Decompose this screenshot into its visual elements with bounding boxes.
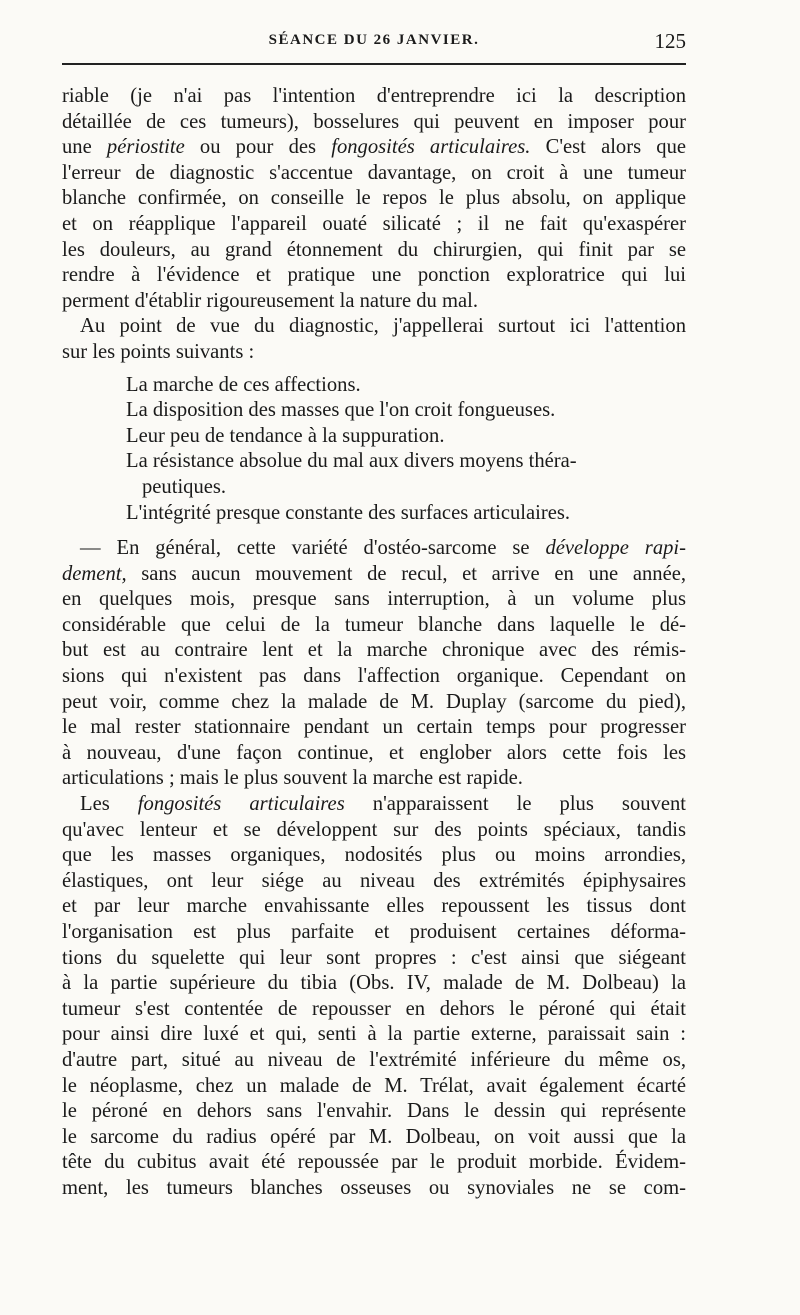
text-run: sans aucun mouvement de recul, et arrive en une année, [126,562,686,585]
text-line: Au point de vue du diagnostic, j'appellerai surtout ici l'attention [80,315,686,338]
text-run: Les [80,793,138,816]
text-line: considérable que celui de la tumeur blanche dans laquelle le dé- [62,613,686,636]
paragraph-gap [62,526,686,536]
text-line: d'autre part, situé au niveau de l'extrémité inférieure du même os, [62,1048,686,1071]
list-item-continuation: peutiques. [142,475,227,498]
text-line: à nouveau, d'une façon continue, et englober alors cette fois les [62,741,686,764]
list-item: La résistance absolue du mal aux divers moyens théra- [126,450,577,473]
text-line: les douleurs, au grand étonnement du chirurgien, qui finit par se [62,238,686,261]
text-line [62,792,686,818]
italic-term: développe rapi- [545,537,686,560]
text-line: le péroné en dehors sans l'envahir. Dans le dessin qui représente [62,1100,686,1123]
text-line: qu'avec lenteur et se développent sur des points spéciaux, tandis [62,818,686,841]
list-item: La marche de ces affections. [126,373,361,396]
text-line: articulations ; mais le plus souvent la marche est rapide. [62,767,523,790]
text-line: que les masses organiques, nodosités plus ou moins arrondies, [62,844,686,867]
italic-term: fongosités articulaires. [331,136,531,159]
text-run: — En général, cette variété d'ostéo-sarcome se [80,537,546,560]
paragraph-fongosites [62,792,686,1202]
text-line: rendre à l'évidence et pratique une ponction exploratrice qui lui [62,264,686,287]
body-text [62,84,686,1202]
text-line: le mal rester stationnaire pendant un certain temps pour progresser [62,716,686,739]
text-line: sur les points suivants : [62,340,255,363]
list-item: La disposition des masses que l'on croit fongueuses. [126,399,556,422]
text-line: tions du squelette qui leur sont propres : c'est ainsi que siégeant [62,946,686,969]
text-line: détaillée de ces tumeurs), bosselures qui peuvent en imposer pour [62,110,686,133]
paragraph-continued [62,84,686,314]
italic-term: fongosités articulaires [137,793,345,816]
text-run: n'apparaissent le plus souvent [344,793,686,816]
text-run: C'est alors que [530,136,687,159]
list-item: L'intégrité presque constante des surfaces articulaires. [126,501,571,524]
text-line: perment d'établir rigoureusement la nature du mal. [62,289,479,312]
text-line: sions qui n'existent pas dans l'affection organique. Cependant on [62,665,686,688]
text-run: ou pour des [184,136,332,159]
text-line: à la partie supérieure du tibia (Obs. IV, malade de M. Dolbeau) la [62,972,686,995]
italic-term: dement, [62,562,127,585]
text-line: pour ainsi dire luxé et qui, senti à la partie externe, paraissait sain : [62,1023,686,1046]
text-line [62,135,686,161]
running-head [62,29,686,54]
text-line: riable (je n'ai pas l'intention d'entreprendre ici la description [62,85,686,107]
text-line: l'erreur de diagnostic s'accentue davantage, on croit à une tumeur [62,161,686,184]
text-line: élastiques, ont leur siége au niveau des extrémités épiphysaires [62,869,686,892]
text-line: tumeur s'est contentée de repousser en dehors le péroné qui était [62,997,686,1020]
text-line [62,536,686,562]
paragraph-diagnostic [62,314,686,365]
text-run: une [62,136,107,159]
text-line: et on réapplique l'appareil ouaté silicaté ; il ne fait qu'exaspérer [62,212,686,235]
text-line: blanche confirmée, on conseille le repos le plus absolu, on applique [62,187,686,210]
text-line [62,562,686,588]
page-number: 125 [654,29,686,53]
text-line: ment, les tumeurs blanches osseuses ou synoviales ne se com- [62,1176,686,1199]
text-line: tête du cubitus avait été repoussée par le produit morbide. Évidem- [62,1151,686,1174]
text-line: en quelques mois, presque sans interruption, à un volume plus [62,588,686,611]
text-line: but est au contraire lent et la marche chronique avec des rémis- [62,639,686,662]
header-rule [62,63,686,65]
text-line: peut voir, comme chez la malade de M. Duplay (sarcome du pied), [62,690,686,713]
italic-term: périostite [106,136,185,159]
text-line: le néoplasme, chez un malade de M. Trélat, avait également écarté [62,1074,686,1097]
text-line: et par leur marche envahissante elles repoussent les tissus dont [62,895,686,918]
list-item: Leur peu de tendance à la suppuration. [126,424,445,447]
text-line: le sarcome du radius opéré par M. Dolbeau, on voit aussi que la [62,1125,686,1148]
diagnostic-points-list [126,373,686,527]
text-line: l'organisation est plus parfaite et produisent certaines déforma- [62,921,686,943]
paragraph-general [62,536,686,792]
running-title: SÉANCE DU 26 JANVIER. [268,32,480,48]
